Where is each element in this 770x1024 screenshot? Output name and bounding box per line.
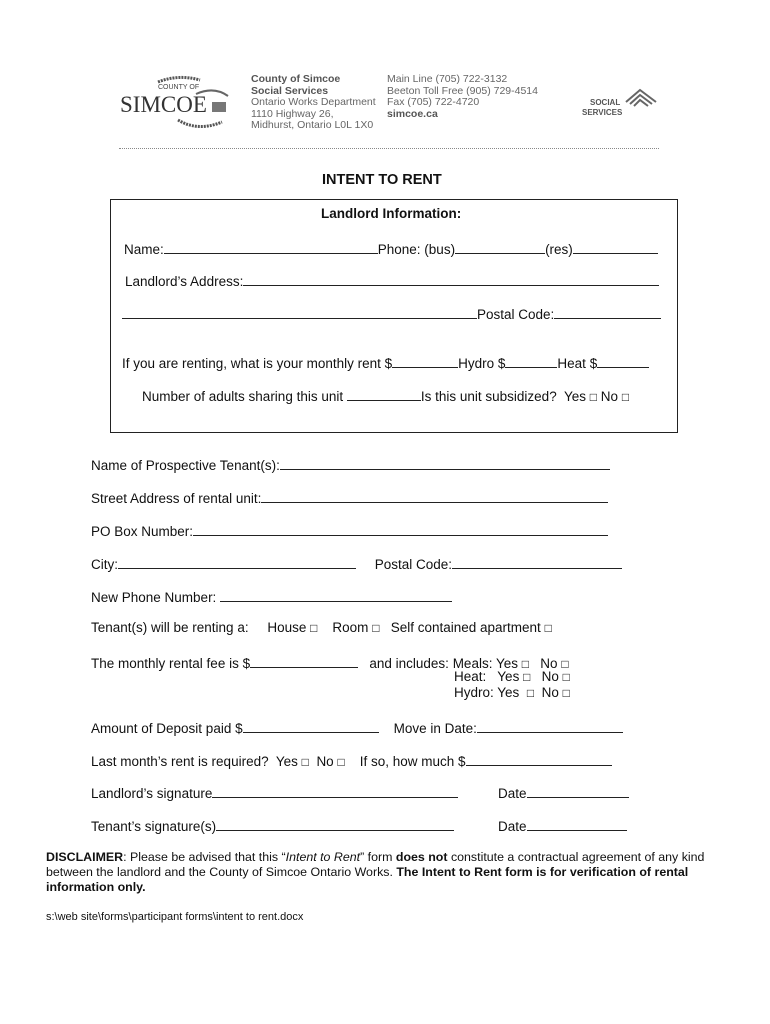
rent-row — [122, 353, 649, 371]
no-label: No — [541, 685, 559, 700]
city-field[interactable] — [118, 554, 356, 569]
phone-bus-field[interactable] — [455, 239, 545, 254]
last-month-label: Last month’s rent is required? — [91, 754, 269, 769]
new-phone-field[interactable] — [220, 587, 452, 602]
tenant-signature-row — [91, 816, 454, 834]
contact-line: simcoe.ca — [387, 107, 438, 120]
landlord-date-field[interactable] — [527, 783, 629, 798]
disclaimer-line — [46, 850, 704, 865]
subsidized-no-checkbox[interactable]: □ — [621, 390, 630, 404]
street-address-row — [91, 488, 608, 506]
city-row — [91, 554, 622, 572]
heat-no-checkbox[interactable]: □ — [562, 670, 570, 684]
yes-label: Yes — [563, 389, 586, 404]
no-label: No — [600, 389, 619, 404]
hydro-field[interactable] — [505, 353, 557, 368]
rental-fee-field[interactable] — [250, 653, 358, 668]
res-label: (res) — [545, 242, 573, 257]
monthly-rent-label: If you are renting, what is your monthly rent $ — [122, 356, 393, 371]
prospective-tenant-row — [91, 455, 610, 473]
move-in-field[interactable] — [477, 718, 623, 733]
house-checkbox[interactable]: □ — [310, 621, 318, 635]
social-services-logo — [582, 86, 662, 122]
disclaimer-line — [46, 865, 704, 880]
file-path: s:\web site\forms\participant forms\intent to rent.docx — [46, 911, 304, 923]
address-line: Midhurst, Ontario L0L 1X0 — [251, 119, 374, 132]
landlord-address-row — [125, 271, 659, 289]
page-title: INTENT TO RENT — [322, 172, 442, 188]
landlord-signature-field[interactable] — [212, 783, 458, 798]
phone-bus-label: Phone: (bus) — [377, 242, 456, 257]
po-box-field[interactable] — [193, 521, 608, 536]
city-label: City: — [91, 557, 118, 572]
deposit-label: Amount of Deposit paid $ — [91, 721, 243, 736]
header-address — [251, 74, 376, 132]
no-label: No — [540, 656, 558, 671]
hydro-row — [454, 685, 570, 700]
prospective-tenant-field[interactable] — [280, 455, 610, 470]
county-logo — [118, 72, 238, 136]
self-contained-checkbox[interactable]: □ — [544, 621, 552, 635]
contact-line: Fax (705) 722-4720 — [387, 96, 480, 109]
tenant-date-row — [498, 816, 627, 834]
move-in-label: Move in Date: — [393, 721, 477, 736]
hydro-include-label: Hydro: — [454, 685, 494, 700]
yes-label: Yes — [495, 656, 518, 671]
last-month-row — [91, 751, 612, 769]
adults-field[interactable] — [347, 386, 421, 401]
landlord-name-row — [124, 239, 658, 257]
new-phone-row — [91, 587, 452, 605]
monthly-rent-field[interactable] — [392, 353, 458, 368]
landlord-signature-row — [91, 783, 458, 801]
social-logo-text: SERVICES — [582, 108, 623, 117]
heat-label: Heat $ — [557, 356, 598, 371]
address-line: Ontario Works Department — [251, 96, 376, 109]
landlord-address-line2-field[interactable] — [122, 304, 477, 319]
header-divider — [119, 148, 659, 149]
house-label: House — [267, 620, 307, 635]
landlord-postal-row — [122, 304, 661, 322]
landlord-signature-label: Landlord’s signature — [91, 786, 213, 801]
disclaimer-bold: information only. — [46, 880, 146, 894]
last-month-no-checkbox[interactable]: □ — [337, 755, 345, 769]
disclaimer-italic: Intent to Rent — [285, 850, 361, 864]
heat-yes-checkbox[interactable]: □ — [523, 670, 531, 684]
disclaimer-text: constitute a contractual agreement of any kind — [447, 850, 705, 864]
yes-label: Yes — [497, 669, 520, 684]
logo-simcoe: SIMCOE — [120, 92, 207, 117]
no-label: No — [541, 669, 559, 684]
landlord-postal-field[interactable] — [554, 304, 661, 319]
disclaimer-text: ” form — [360, 850, 396, 864]
disclaimer-label: DISCLAIMER — [46, 850, 124, 864]
meals-no-checkbox[interactable]: □ — [561, 657, 569, 671]
subsidized-yes-checkbox[interactable]: □ — [589, 390, 598, 404]
street-address-label: Street Address of rental unit: — [91, 491, 262, 506]
prospective-tenant-label: Name of Prospective Tenant(s): — [91, 458, 280, 473]
street-address-field[interactable] — [261, 488, 608, 503]
address-line: 1110 Highway 26, — [251, 107, 334, 120]
name-label: Name: — [124, 242, 164, 257]
yes-label: Yes — [497, 685, 520, 700]
tenant-postal-label: Postal Code: — [374, 557, 453, 572]
landlord-address-field[interactable] — [243, 271, 659, 286]
contact-line: Main Line (705) 722-3132 — [387, 73, 508, 85]
heat-row — [454, 669, 570, 684]
renting-a-label: Tenant(s) will be renting a: — [91, 620, 249, 635]
hydro-no-checkbox[interactable]: □ — [562, 686, 570, 700]
no-label: No — [316, 754, 334, 769]
last-month-yes-checkbox[interactable]: □ — [301, 755, 309, 769]
yes-label: Yes — [275, 754, 298, 769]
deposit-field[interactable] — [243, 718, 379, 733]
tenant-postal-field[interactable] — [452, 554, 622, 569]
adults-row — [142, 386, 629, 404]
heat-field[interactable] — [597, 353, 649, 368]
tenant-date-field[interactable] — [527, 816, 627, 831]
postal-code-label: Postal Code: — [477, 307, 555, 322]
address-line: County of Simcoe — [251, 73, 341, 85]
landlord-address-label: Landlord’s Address: — [125, 274, 244, 289]
hydro-label: Hydro $ — [458, 356, 506, 371]
renting-type-row — [91, 620, 552, 635]
tenant-signature-field[interactable] — [216, 816, 454, 831]
how-much-field[interactable] — [466, 751, 612, 766]
social-logo-text: SOCIAL — [590, 98, 621, 107]
adults-label: Number of adults sharing this unit — [142, 389, 344, 404]
disclaimer-bold: The Intent to Rent form is for verification of rental — [396, 865, 689, 879]
tenant-signature-label: Tenant’s signature(s) — [91, 819, 217, 834]
self-contained-label: Self contained apartment — [390, 620, 541, 635]
address-line: Social Services — [251, 84, 329, 97]
deposit-row — [91, 718, 623, 736]
disclaimer — [46, 850, 704, 895]
phone-res-field[interactable] — [573, 239, 658, 254]
disclaimer-line — [46, 880, 704, 895]
how-much-label: If so, how much $ — [359, 754, 466, 769]
room-label: Room — [332, 620, 369, 635]
header-contact — [387, 74, 538, 120]
landlord-date-row — [498, 783, 629, 801]
new-phone-label: New Phone Number: — [91, 590, 217, 605]
contact-line: Beeton Toll Free (905) 729-4514 — [387, 84, 538, 97]
landlord-name-field[interactable] — [164, 239, 378, 254]
subsidized-label: Is this unit subsidized? — [420, 389, 557, 404]
meals-label: Meals: — [452, 656, 493, 671]
heat-include-label: Heat: — [454, 669, 487, 684]
rental-fee-label: The monthly rental fee is $ — [91, 656, 251, 671]
includes-label: and includes: — [369, 656, 449, 671]
logo-county-of: COUNTY OF — [158, 84, 200, 91]
disclaimer-text: between the landlord and the County of Simcoe Ontario Works. — [46, 865, 397, 879]
disclaimer-bold: does not — [395, 850, 448, 864]
room-checkbox[interactable]: □ — [372, 621, 380, 635]
po-box-row — [91, 521, 608, 539]
hydro-yes-checkbox[interactable]: □ — [526, 686, 535, 700]
meals-yes-checkbox[interactable]: □ — [521, 657, 530, 671]
po-box-label: PO Box Number: — [91, 524, 194, 539]
landlord-heading: Landlord Information: — [321, 206, 462, 221]
disclaimer-text: : Please be advised that this “ — [123, 850, 286, 864]
date-label: Date — [498, 786, 527, 801]
date-label: Date — [498, 819, 527, 834]
